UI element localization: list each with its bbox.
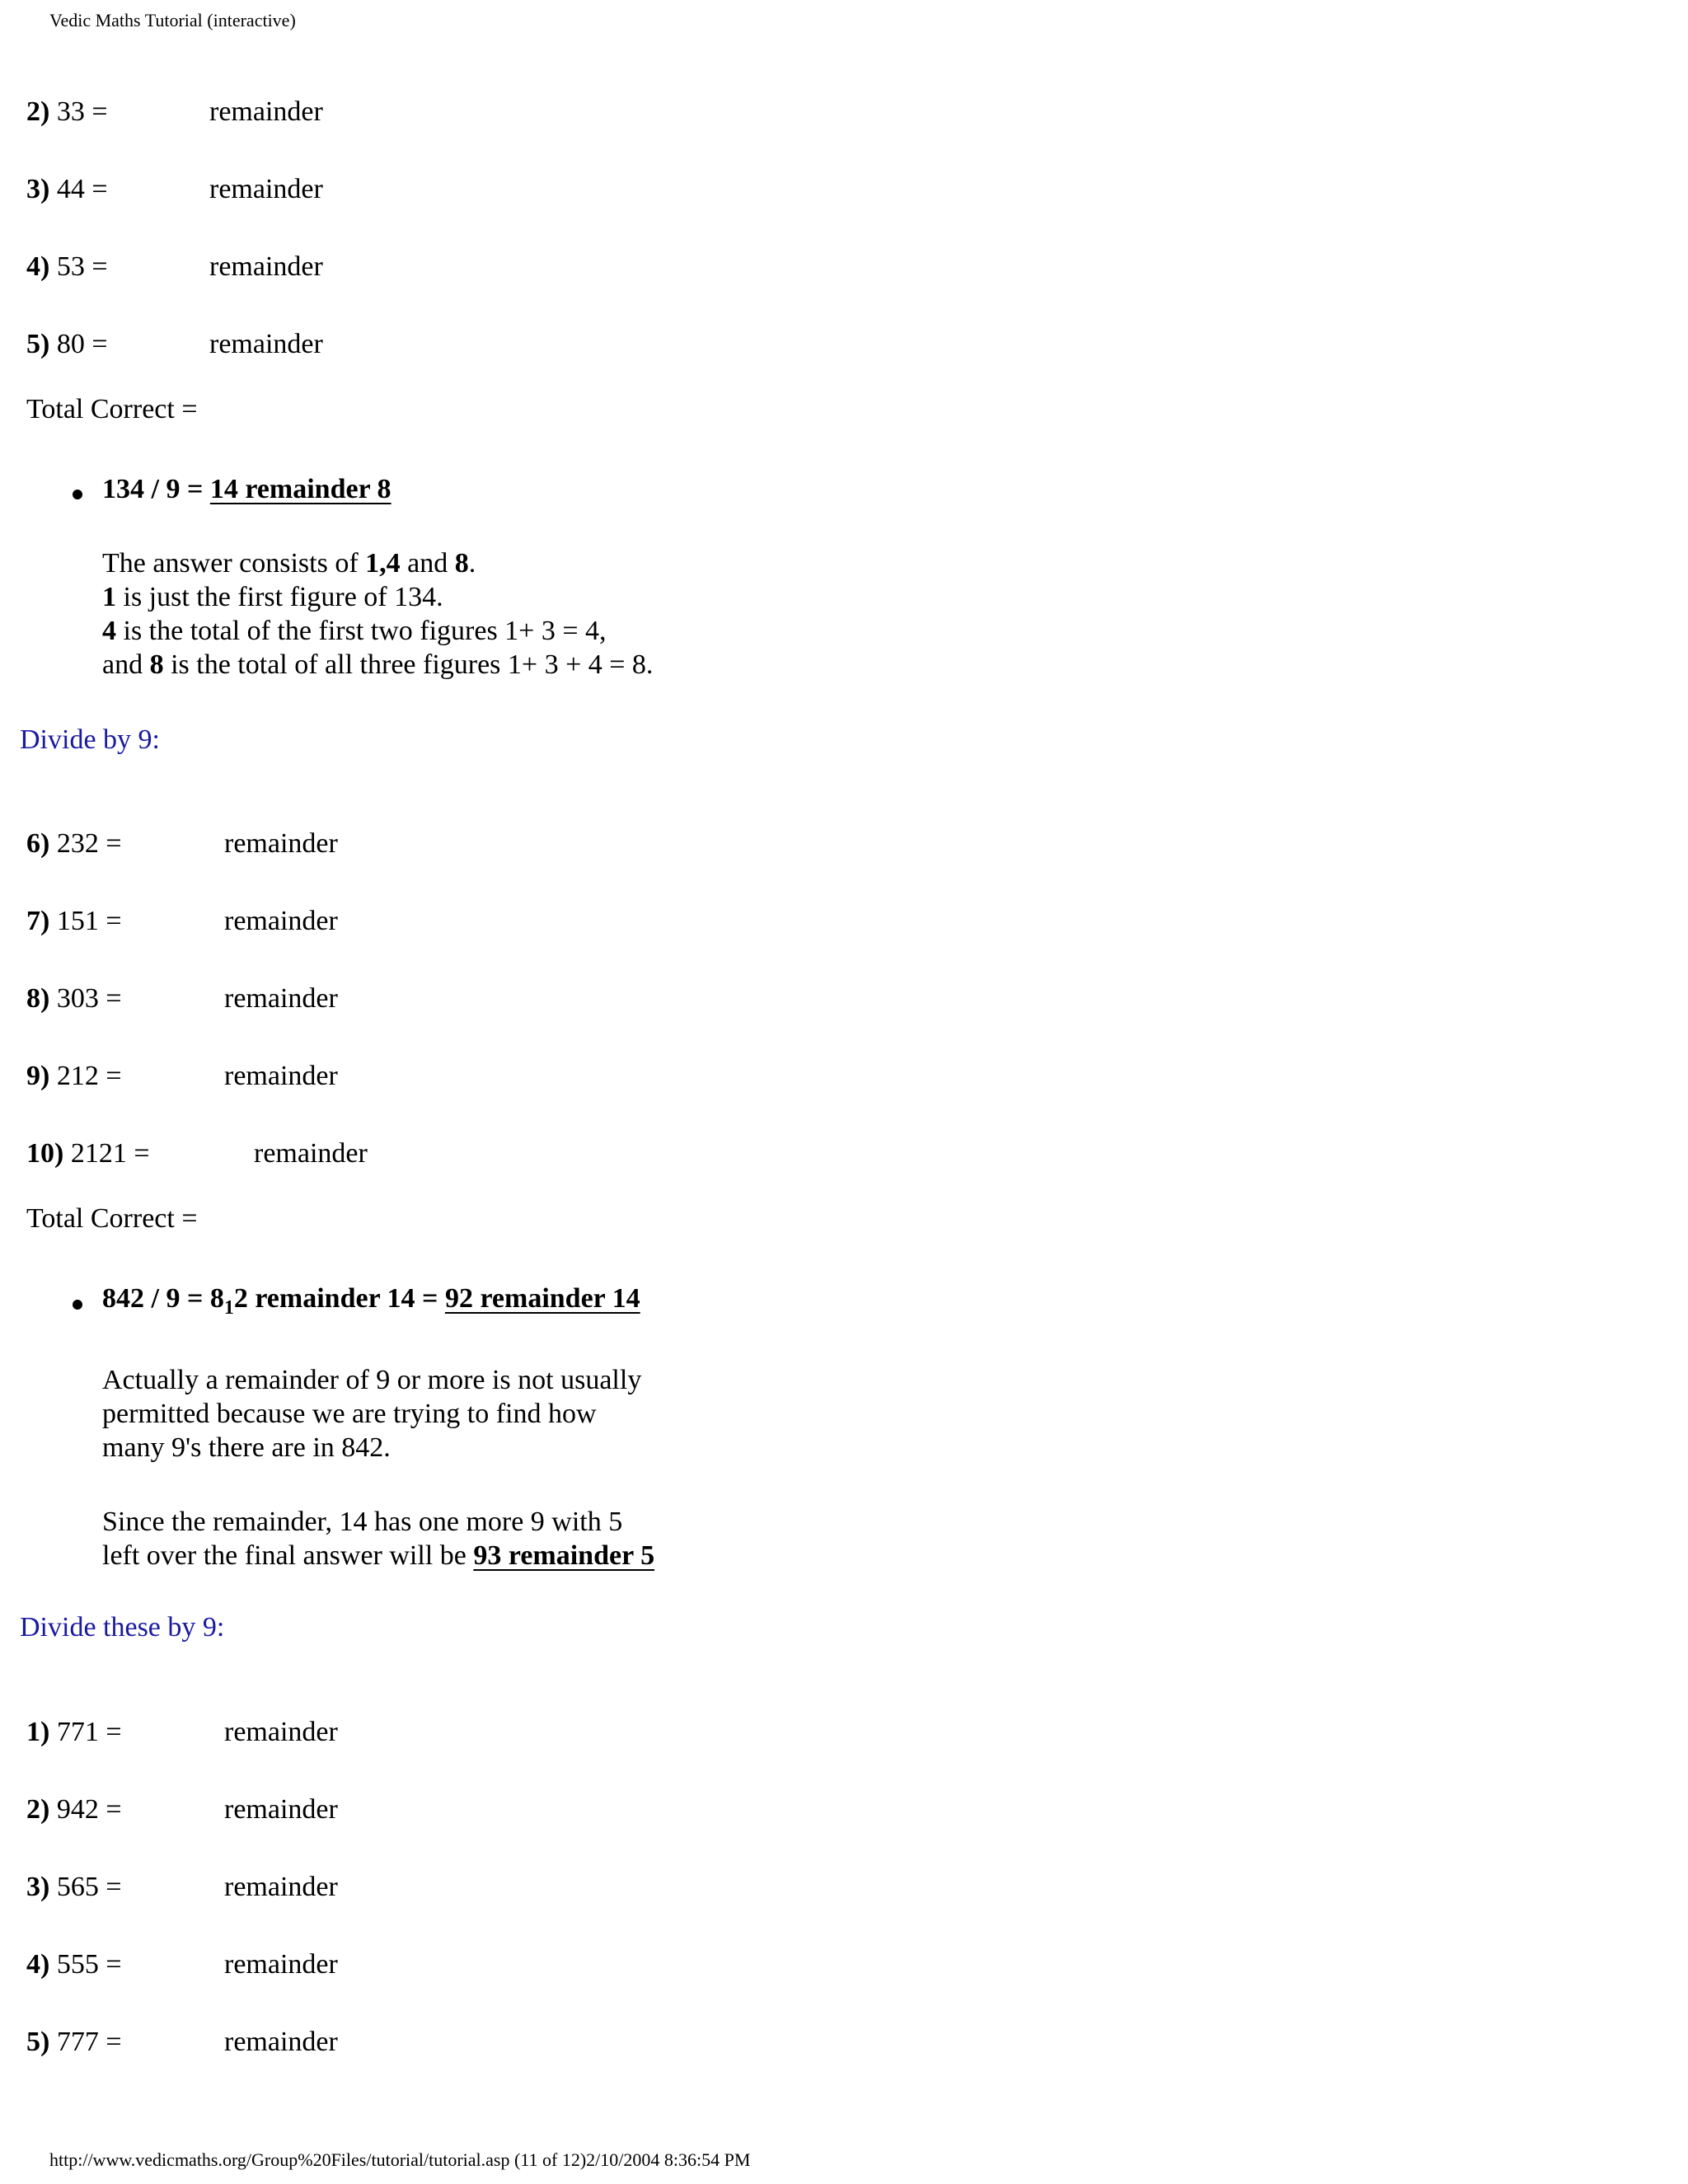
example-answer: 92 remainder 14 — [444, 1283, 640, 1314]
remainder-label: remainder — [224, 1872, 338, 1902]
page-header-title: Vedic Maths Tutorial (interactive) — [49, 10, 296, 30]
example-lhs: 2 remainder 14 = — [233, 1283, 445, 1314]
question-number: 4) — [26, 1949, 50, 1980]
question-row — [26, 1058, 338, 1094]
question-expression: 33 = — [56, 96, 108, 127]
page-footer-url: http://www.vedicmaths.org/Group%20Files/tutorial/tutorial.asp (11 of 12)2/10/2004 8:36:54 PM — [49, 2149, 751, 2170]
question-row — [26, 981, 338, 1017]
explanation-line — [102, 546, 653, 580]
question-number: 8) — [26, 983, 50, 1014]
question-row — [26, 1792, 338, 1828]
remainder-label: remainder — [209, 174, 323, 204]
explanation-line — [102, 648, 653, 682]
explanation-line: Actually a remainder of 9 or more is not usually — [102, 1365, 642, 1395]
final-answer: 93 remainder 5 — [473, 1540, 655, 1571]
question-expression: 53 = — [56, 251, 108, 282]
question-expression: 555 = — [56, 1949, 122, 1980]
question-number: 2) — [26, 96, 50, 127]
text: and — [400, 548, 455, 579]
remainder-label: remainder — [224, 906, 338, 936]
remainder-label: remainder — [254, 1138, 368, 1169]
question-number: 2) — [26, 1794, 50, 1825]
question-row — [26, 1136, 368, 1172]
question-expression: 212 = — [56, 1061, 122, 1091]
question-expression: 303 = — [56, 983, 122, 1014]
example-lhs: 134 / 9 = — [102, 474, 210, 504]
text: left over the final answer will be — [102, 1540, 474, 1571]
question-number: 5) — [26, 2027, 50, 2057]
example-title — [102, 1283, 640, 1319]
total-correct-label: Total Correct = — [26, 1203, 198, 1234]
section-heading: Divide these by 9: — [20, 1612, 225, 1643]
question-number: 9) — [26, 1061, 50, 1091]
remainder-label: remainder — [209, 329, 323, 359]
example-lhs: 842 / 9 = 8 — [102, 1283, 224, 1314]
bold-text: 8 — [149, 649, 164, 680]
bold-text: 4 — [102, 616, 116, 646]
question-expression: 942 = — [56, 1794, 122, 1825]
remainder-label: remainder — [224, 1061, 338, 1091]
explanation-line — [102, 1539, 654, 1572]
question-number: 1) — [26, 1717, 50, 1747]
question-expression: 565 = — [56, 1872, 122, 1902]
text: is just the first figure of 134. — [116, 582, 443, 612]
explanation-line: Since the remainder, 14 has one more 9 with 5 — [102, 1507, 623, 1537]
question-number: 3) — [26, 1872, 50, 1902]
question-expression: 771 = — [56, 1717, 122, 1747]
question-row — [26, 1869, 338, 1905]
question-number: 5) — [26, 329, 50, 359]
question-row — [26, 826, 338, 862]
question-row — [26, 2024, 338, 2060]
question-number: 4) — [26, 251, 50, 282]
remainder-label: remainder — [224, 828, 338, 859]
bold-text: 1 — [102, 582, 116, 612]
remainder-label: remainder — [224, 983, 338, 1014]
text: and — [102, 649, 150, 680]
question-number: 3) — [26, 174, 50, 204]
explanation-line: many 9's there are in 842. — [102, 1432, 391, 1463]
remainder-label: remainder — [209, 96, 323, 127]
remainder-label: remainder — [224, 1794, 338, 1825]
question-row — [26, 326, 323, 363]
question-number: 7) — [26, 906, 50, 936]
bold-text: 1,4 — [365, 548, 401, 579]
question-number: 10) — [26, 1138, 64, 1169]
question-expression: 2121 = — [70, 1138, 150, 1169]
text: . — [468, 548, 476, 579]
carry-subscript: 1 — [223, 1297, 234, 1319]
question-expression: 777 = — [56, 2027, 122, 2057]
explanation-line — [102, 614, 653, 648]
example-explanation — [102, 1363, 641, 1465]
question-row — [26, 171, 323, 208]
question-row — [26, 94, 323, 130]
remainder-label: remainder — [209, 251, 323, 282]
bold-text: 8 — [454, 548, 469, 579]
example-answer: 14 remainder 8 — [209, 474, 392, 504]
question-expression: 44 = — [56, 174, 108, 204]
question-row — [26, 903, 338, 940]
text: is the total of all three figures 1+ 3 + 4 = 8. — [163, 649, 654, 680]
question-row — [26, 1947, 338, 1983]
remainder-label: remainder — [224, 1949, 338, 1980]
section-heading: Divide by 9: — [20, 724, 160, 755]
question-expression: 232 = — [56, 828, 122, 859]
explanation-line — [102, 580, 653, 614]
question-expression: 151 = — [56, 906, 122, 936]
example-title — [102, 474, 392, 505]
remainder-label: remainder — [224, 1717, 338, 1747]
text: The answer consists of — [102, 548, 366, 579]
example-conclusion — [102, 1505, 654, 1572]
bullet-icon — [73, 490, 82, 499]
remainder-label: remainder — [224, 2027, 338, 2057]
question-number: 6) — [26, 828, 50, 859]
text: is the total of the first two figures 1+ 3 = 4, — [116, 616, 607, 646]
total-correct-label: Total Correct = — [26, 394, 198, 424]
question-row — [26, 1714, 338, 1750]
question-expression: 80 = — [56, 329, 108, 359]
question-row — [26, 249, 323, 285]
example-explanation — [102, 546, 653, 682]
bullet-icon — [73, 1300, 82, 1310]
explanation-line: permitted because we are trying to find how — [102, 1399, 597, 1429]
